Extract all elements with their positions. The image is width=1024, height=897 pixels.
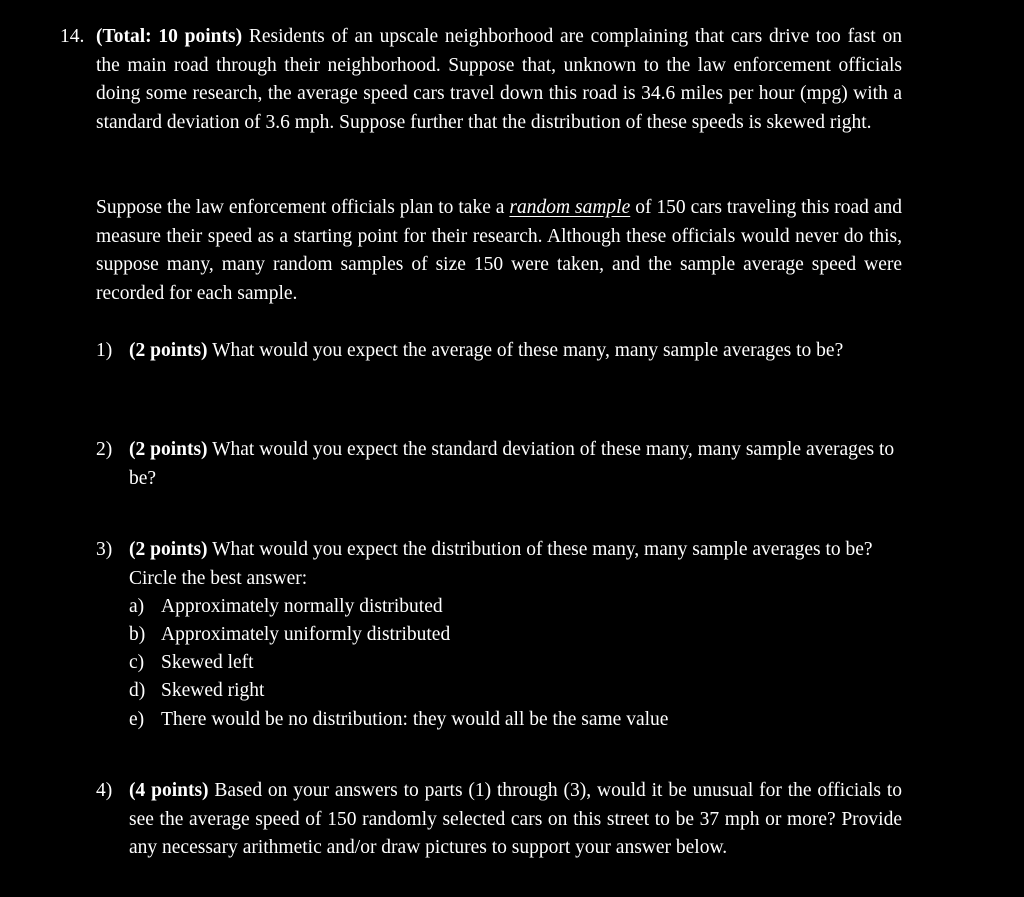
option-a[interactable]: Approximately normally distributed bbox=[161, 596, 443, 617]
question-4 bbox=[129, 777, 902, 863]
option-a-letter: a) bbox=[129, 596, 145, 617]
option-b[interactable]: Approximately uniformly distributed bbox=[161, 624, 451, 645]
question-1 bbox=[129, 337, 899, 366]
setup-paragraph bbox=[96, 194, 902, 308]
option-d-letter: d) bbox=[129, 680, 146, 701]
question-2-number: 2) bbox=[96, 439, 113, 460]
option-e-letter: e) bbox=[129, 709, 145, 730]
option-b-letter: b) bbox=[129, 624, 146, 645]
option-c-letter: c) bbox=[129, 652, 145, 673]
option-d[interactable]: Skewed right bbox=[161, 680, 265, 701]
problem-number: 14. bbox=[60, 26, 85, 47]
question-3-text: What would you expect the distribution of these many, many sample averages to be? Circle the best answer: bbox=[129, 539, 873, 589]
problem-intro-text: Residents of an upscale neighborhood are complaining that cars drive too fast on the main road through their neighborhood. Suppose that, unknown to the law enforcement officials doing some research, the average speed cars travel down this road is 34.6 miles per hour (mpg) with a standard deviation of 3.6 mph. Suppose further that the distribution of these speeds is skewed right. bbox=[96, 26, 902, 133]
option-c[interactable]: Skewed left bbox=[161, 652, 254, 673]
problem-intro bbox=[96, 23, 902, 137]
setup-text-after: of 150 cars traveling this road and measure their speed as a starting point for their research. Although these officials would never do this, suppose many, many random samples of size 150 were taken, and the sample average speed were recorded for each sample. bbox=[96, 197, 903, 304]
question-3-points: (2 points) bbox=[129, 539, 208, 560]
question-1-number: 1) bbox=[96, 340, 113, 361]
question-4-number: 4) bbox=[96, 780, 113, 801]
problem-heading: (Total: 10 points) bbox=[96, 26, 243, 47]
setup-text-before: Suppose the law enforcement officials plan to take a bbox=[96, 197, 510, 218]
question-2-points: (2 points) bbox=[129, 439, 208, 460]
question-4-text: Based on your answers to parts (1) through (3), would it be unusual for the officials to see the average speed of 150 randomly selected cars on this street to be 37 mph or more? Provide any necessary arithmetic and/or draw pictures to support your answer below. bbox=[129, 780, 902, 858]
question-1-text: What would you expect the average of these many, many sample averages to be? bbox=[207, 340, 844, 361]
option-e[interactable]: There would be no distribution: they would all be the same value bbox=[161, 709, 669, 730]
setup-emphasis: random sample bbox=[509, 197, 631, 218]
question-2 bbox=[129, 436, 899, 493]
question-3-number: 3) bbox=[96, 539, 113, 560]
question-2-text: What would you expect the standard deviation of these many, many sample averages to be? bbox=[129, 439, 895, 489]
question-4-points: (4 points) bbox=[129, 780, 209, 801]
question-3 bbox=[129, 536, 904, 593]
question-1-points: (2 points) bbox=[129, 340, 208, 361]
